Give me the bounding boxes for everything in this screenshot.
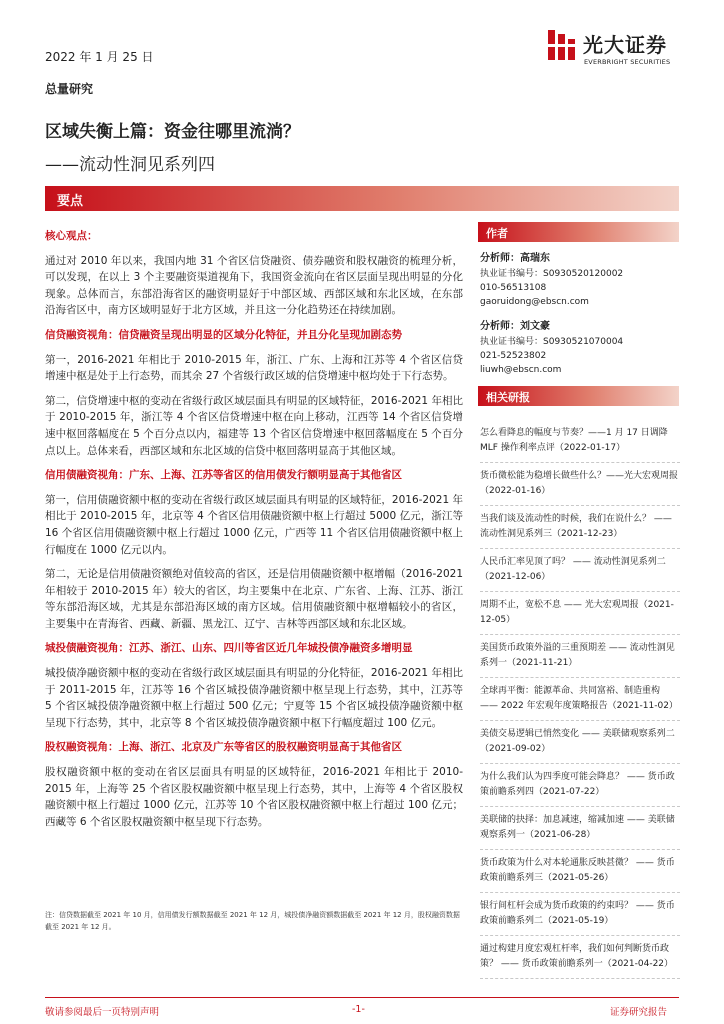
analyst-name: 分析师：高瑞东 — [480, 253, 550, 264]
related-report-item[interactable]: 银行间杠杆会成为货币政策的约束吗？ —— 货币政策前瞻系列二（2021-05-19） — [480, 893, 680, 936]
page-number: -1- — [352, 1004, 365, 1015]
equity-heading: 股权融资视角：上海、浙江、北京及广东等省区的股权融资明显高于其他省区 — [45, 741, 402, 754]
lgfv-paragraph: 城投债净融资额中枢的变动在省级行政区域层面具有明显的分化特征，2016-2021 年相比于 2011-2015 年，江苏等 16 个省区城投债净融资额中枢呈现上行态势，其中，江苏等 5 个省区城投债净融资额中枢上行超过 500 亿元；宁夏等 15 个省区城投债净融资额中枢呈现下行态势，其中，北京等 8 个省区城投债净融资额中枢下行幅度超过 100 亿元。 — [45, 667, 463, 729]
analyst-phone: 021-52523802 — [480, 351, 547, 361]
core-view-label: 核心观点： — [45, 230, 98, 242]
related-report-item[interactable]: 货币政策为什么对本轮通胀反映甚微？ —— 货币政策前瞻系列三（2021-05-26） — [480, 850, 680, 893]
author-banner — [478, 222, 679, 242]
report-date: 2022 年 1 月 25 日 — [45, 50, 154, 64]
related-report-item[interactable]: 通过构建月度宏观杠杆率，我们如何判断货币政策？ —— 货币政策前瞻系列一（2021-04-22） — [480, 936, 680, 979]
intro-paragraph: 通过对 2010 年以来，我国内地 31 个省区信贷融资、债券融资和股权融资的梳理分析，可以发现，在以上 3 个主要融资渠道视角下，我国资金流向在省区层面呈现出明显的分化现象。总体而言，东部沿海省区的融资明显好于中部区域、西部区域和东北区域，在东部沿海省区中，南方区域明显好于北方区域，并且这一分化趋势还在持续加剧。 — [45, 254, 463, 317]
related-report-item[interactable]: 人民币汇率见顶了吗？ —— 流动性洞见系列二（2021-12-06） — [480, 549, 680, 592]
related-report-item[interactable]: 为什么我们认为四季度可能会降息？ —— 货币政策前瞻系列四（2021-07-22） — [480, 764, 680, 807]
related-reports-list — [480, 420, 680, 979]
report-category: 总量研究 — [45, 82, 94, 96]
analyst-phone: 010-56513108 — [480, 283, 547, 293]
logo-text-en: EVERBRIGHT SECURITIES — [584, 58, 671, 66]
credit-paragraph-1: 第一，2016-2021 年相比于 2010-2015 年，浙江、广东、上海和江苏等 4 个省区信贷增速中枢是处于上行态势，而其余 27 个省级行政区域的信贷增速中枢均处于下行态势。 — [45, 353, 463, 383]
report-subtitle: ——流动性洞见系列四 — [45, 155, 215, 175]
author-banner-label: 作者 — [486, 227, 508, 240]
bond-paragraph-2: 第二，无论是信用债融资额绝对值较高的省区，还是信用债融资额中枢增幅（2016-2021 年相较于 2010-2015 年）较大的省区，均主要集中在北京、广东省、上海、江苏、浙江等东部沿海区域，尤其是东部沿海区域的南方区域。信用债融资额中枢增幅较小的省区，主要集中在青海省、西藏、新疆、黑龙江、辽宁、吉林等西部区域和东北区域。 — [45, 568, 463, 630]
logo-text-cn: 光大证券 — [583, 33, 667, 57]
key-points-banner-label: 要点 — [57, 194, 84, 209]
related-report-item[interactable]: 怎么看降息的幅度与节奏？——1 月 17 日调降 MLF 操作利率点评（2022-01-17） — [480, 420, 680, 463]
bond-paragraph-1: 第一，信用债融资额中枢的变动在省级行政区域层面具有明显的区域特征，2016-2021 年相比于 2010-2015 年，北京等 4 个省区信用债融资额中枢上行超过 5000 亿元，浙江等 16 个省区信用债融资额中枢上行超过 1000 亿元，广西等 11 个省区信用债融资额中枢上行幅度在 1000 亿元以内。 — [45, 493, 463, 556]
analyst-block — [480, 252, 680, 309]
analyst-name: 分析师：刘文豪 — [480, 321, 550, 332]
analyst-cert: 执业证书编号：S0930521070004 — [480, 337, 624, 347]
key-points-banner — [45, 186, 679, 211]
related-report-item[interactable]: 美债交易逻辑已悄然变化 —— 美联储观察系列二（2021-09-02） — [480, 721, 680, 764]
related-report-item[interactable]: 美联储的抉择：加息减速，缩减加速 —— 美联储观察系列一（2021-06-28） — [480, 807, 680, 850]
related-report-item[interactable]: 全球再平衡：能源革命、共同富裕、制造重构 —— 2022 年宏观年度策略报告（2021-11-02） — [480, 678, 680, 721]
related-reports-banner-label: 相关研报 — [486, 391, 530, 404]
logo-mark-icon — [546, 28, 578, 62]
related-report-item[interactable]: 周期不止，宽松不息 —— 光大宏观周报（2021-12-05） — [480, 592, 680, 635]
footnote: 注：信贷数据截至 2021 年 10 月，信用债发行额数据截至 2021 年 12 月，城投债净融资额数据截至 2021 年 12 月，股权融资数据截至 2021 年 12 月。 — [45, 911, 460, 931]
related-report-item[interactable]: 货币微松能为稳增长做些什么？——光大宏观周报（2022-01-16） — [480, 463, 680, 506]
analyst-email[interactable]: liuwh@ebscn.com — [480, 365, 562, 375]
analyst-email[interactable]: gaoruidong@ebscn.com — [480, 297, 589, 307]
related-reports-banner — [478, 386, 679, 406]
lgfv-heading: 城投债融资视角：江苏、浙江、山东、四川等省区近几年城投债净融资多增明显 — [45, 642, 413, 655]
bond-heading: 信用债融资视角：广东、上海、江苏等省区的信用债发行额明显高于其他省区 — [45, 469, 402, 482]
company-logo — [546, 28, 686, 72]
footer-divider — [45, 997, 679, 998]
report-title: 区域失衡上篇：资金往哪里流淌？ — [45, 122, 300, 142]
analyst-block — [480, 320, 680, 377]
credit-paragraph-2: 第二，信贷增速中枢的变动在省级行政区域层面具有明显的区域特征，2016-2021 年相比于 2010-2015 年，浙江等 4 个省区信贷增速中枢在向上移动，江西等 14 个省区信贷增速中枢回落幅度在 5 个百分点以内，福建等 13 个省区信贷增速中枢回落幅度在 5 个百分点以上。总体来看，西部区域和东北区域的信贷中枢回落明显高于其他区域。 — [45, 394, 463, 457]
related-report-item[interactable]: 美国货币政策外溢的三重预期差 —— 流动性洞见系列一（2021-11-21） — [480, 635, 680, 678]
credit-heading: 信贷融资视角：信贷融资呈现出明显的区域分化特征，并且分化呈现加剧态势 — [45, 328, 402, 341]
equity-paragraph: 股权融资额中枢的变动在省区层面具有明显的区域特征，2016-2021 年相比于 2010-2015 年，上海等 25 个省区股权融资额中枢呈现上行态势，其中，上海等 4 个省区股权融资额中枢上行超过 1000 亿元，江苏等 10 个省区股权融资额中枢上行超过 100 亿元；西藏等 6 个省区股权融资额中枢呈现下行态势。 — [45, 766, 463, 828]
main-content — [45, 228, 463, 838]
analyst-cert: 执业证书编号：S0930520120002 — [480, 269, 624, 279]
footer-report-label: 证券研究报告 — [610, 1007, 668, 1018]
footer-disclaimer[interactable]: 敬请参阅最后一页特别声明 — [45, 1007, 160, 1018]
related-report-item[interactable]: 当我们谈及流动性的时候，我们在说什么？ —— 流动性洞见系列三（2021-12-23） — [480, 506, 680, 549]
